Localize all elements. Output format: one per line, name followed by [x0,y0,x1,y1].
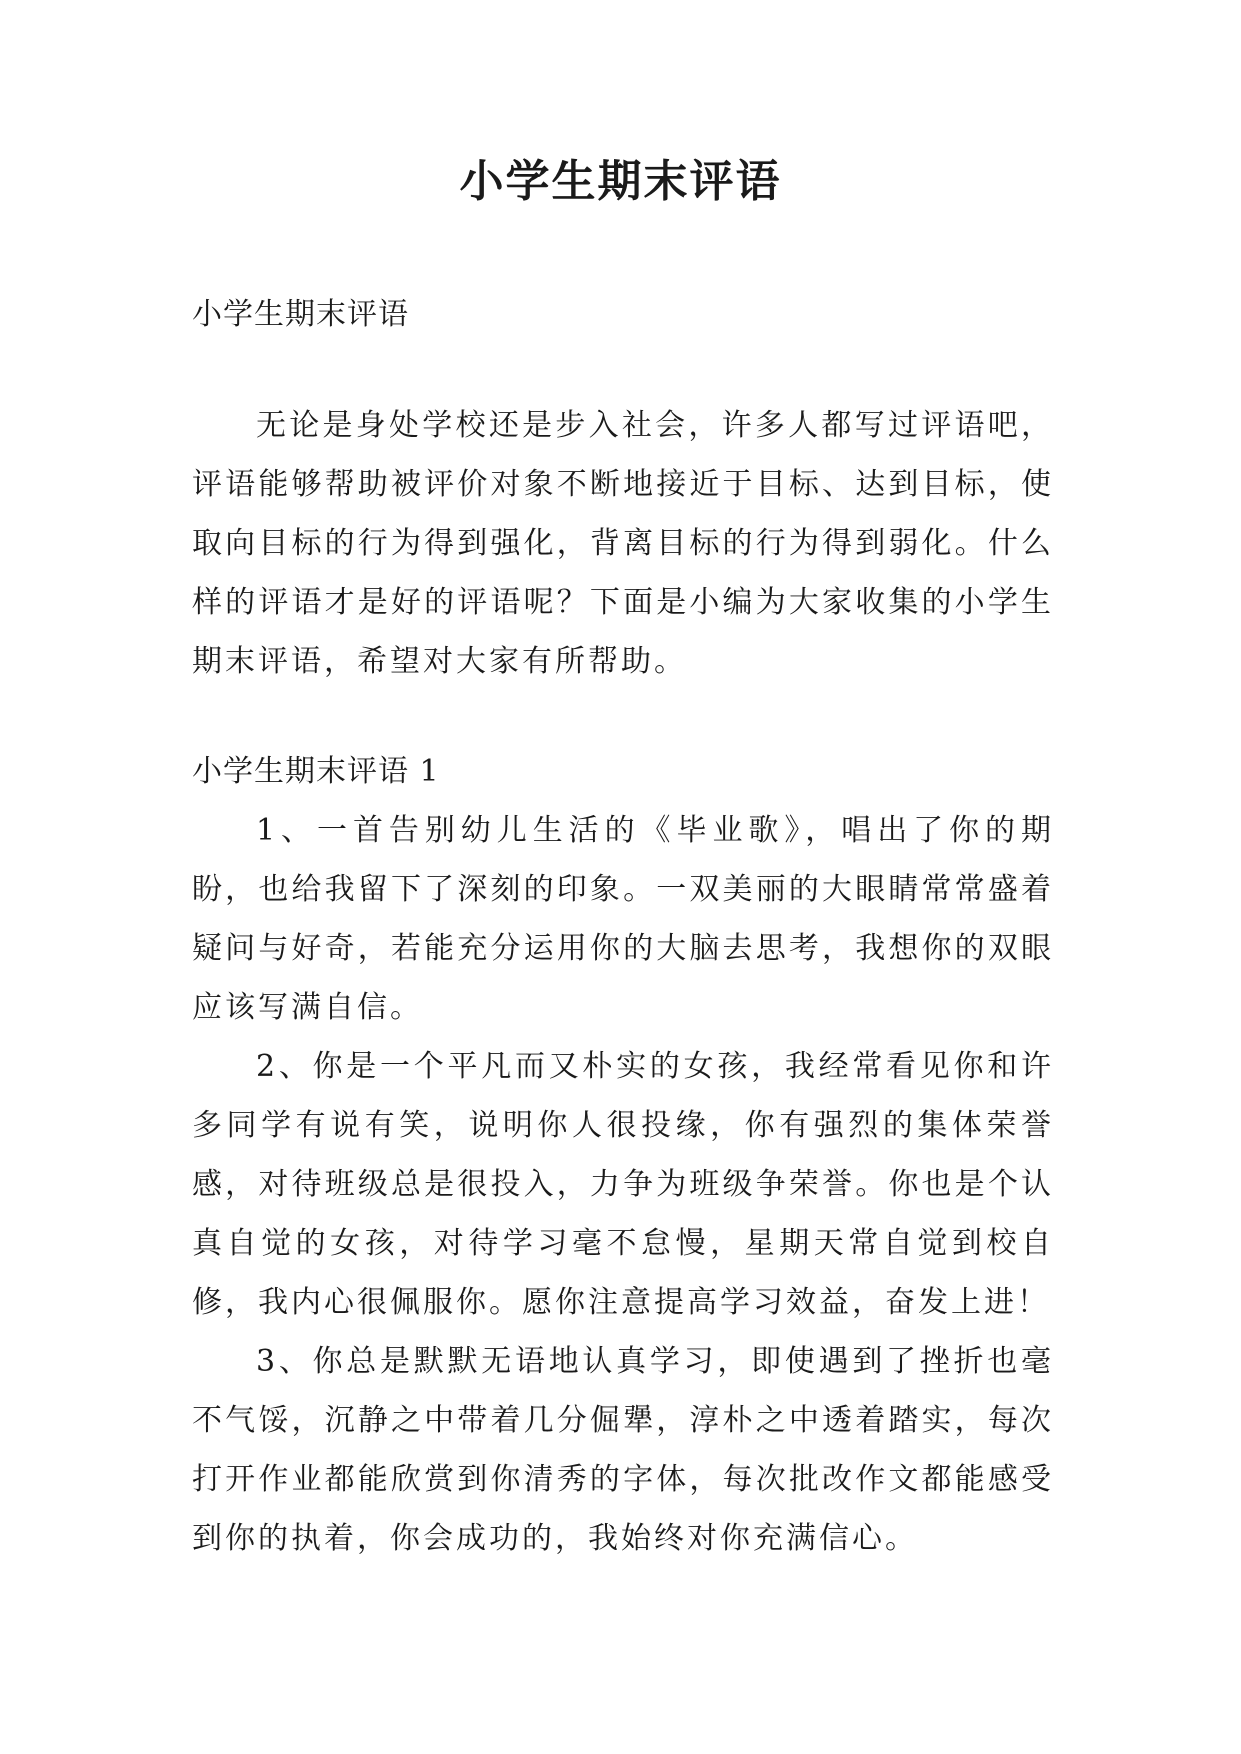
document-subtitle: 小学生期末评语 [192,297,409,332]
document-title: 小学生期末评语 [459,156,782,207]
document-body [192,286,1054,1568]
comment-item-3: 3、你总是默默无语地认真学习，即使遇到了挫折也毫不气馁，沉静之中带着几分倔犟，淳朴之中透着踏实，每次打开作业都能欣赏到你清秀的字体，每次批改作文都能感受到你的执着，你会成功的，我始终对你充满信心。 [192,1344,1054,1556]
spacer [192,344,1054,396]
intro-paragraph: 无论是身处学校还是步入社会，许多人都写过评语吧，评语能够帮助被评价对象不断地接近于目标、达到目标，使取向目标的行为得到强化，背离目标的行为得到弱化。什么样的评语才是好的评语呢？下面是小编为大家收集的小学生期末评语，希望对大家有所帮助。 [192,408,1054,679]
spacer [192,691,1054,743]
section-heading: 小学生期末评语 1 [192,754,440,789]
comment-item-1: 1、一首告别幼儿生活的《毕业歌》，唱出了你的期盼，也给我留下了深刻的印象。一双美丽的大眼睛常常盛着疑问与好奇，若能充分运用你的大脑去思考，我想你的双眼应该写满自信。 [192,813,1054,1025]
comment-item-2: 2、你是一个平凡而又朴实的女孩，我经常看见你和许多同学有说有笑，说明你人很投缘，你有强烈的集体荣誉感，对待班级总是很投入，力争为班级争荣誉。你也是个认真自觉的女孩，对待学习毫不怠慢，星期天常自觉到校自修，我内心很佩服你。愿你注意提高学习效益，奋发上进！ [192,1049,1054,1320]
